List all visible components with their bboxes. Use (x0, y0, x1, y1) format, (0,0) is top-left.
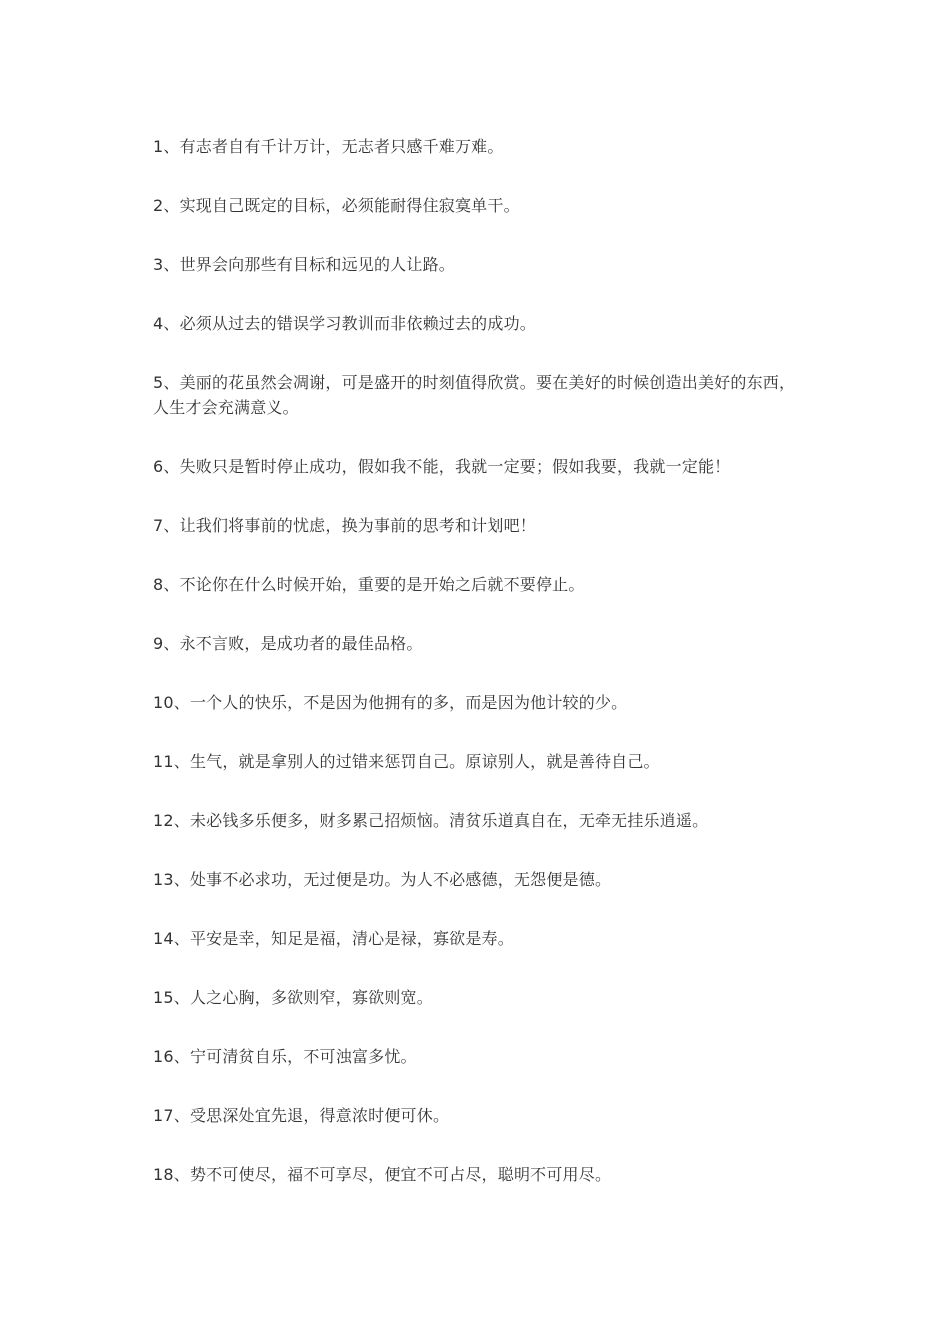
quote-item: 10、一个人的快乐，不是因为他拥有的多，而是因为他计较的少。 (153, 693, 628, 712)
quote-item: 3、世界会向那些有目标和远见的人让路。 (153, 255, 455, 274)
quote-item: 12、未必钱多乐便多，财多累己招烦恼。清贫乐道真自在，无牵无挂乐逍遥。 (153, 811, 709, 830)
quote-item: 4、必须从过去的错误学习教训而非依赖过去的成功。 (153, 314, 536, 333)
quote-item: 15、人之心胸，多欲则窄，寡欲则宽。 (153, 988, 433, 1007)
quote-item: 1、有志者自有千计万计，无志者只感千难万难。 (153, 137, 504, 156)
quote-item: 18、势不可使尽，福不可享尽，便宜不可占尽，聪明不可用尽。 (153, 1165, 612, 1184)
quote-item: 17、受思深处宜先退，得意浓时便可休。 (153, 1106, 450, 1125)
quote-item: 2、实现自己既定的目标，必须能耐得住寂寞单干。 (153, 196, 520, 215)
quote-item: 14、平安是幸，知足是福，清心是禄，寡欲是寿。 (153, 929, 514, 948)
quote-item: 8、不论你在什么时候开始，重要的是开始之后就不要停止。 (153, 575, 585, 594)
quote-item: 13、处事不必求功，无过便是功。为人不必感德，无怨便是德。 (153, 870, 612, 889)
quote-list (153, 134, 803, 1221)
quote-item: 7、让我们将事前的忧虑，换为事前的思考和计划吧！ (153, 516, 536, 535)
quote-item: 6、失败只是暂时停止成功，假如我不能，我就一定要；假如我要，我就一定能！ (153, 457, 731, 476)
quote-item: 9、永不言败，是成功者的最佳品格。 (153, 634, 423, 653)
quote-item: 11、生气，就是拿别人的过错来惩罚自己。原谅别人，就是善待自己。 (153, 752, 660, 771)
quote-item: 16、宁可清贫自乐，不可浊富多忧。 (153, 1047, 417, 1066)
quote-item: 5、美丽的花虽然会凋谢，可是盛开的时刻值得欣赏。要在美好的时候创造出美好的东西，人生才会充满意义。 (153, 373, 796, 417)
